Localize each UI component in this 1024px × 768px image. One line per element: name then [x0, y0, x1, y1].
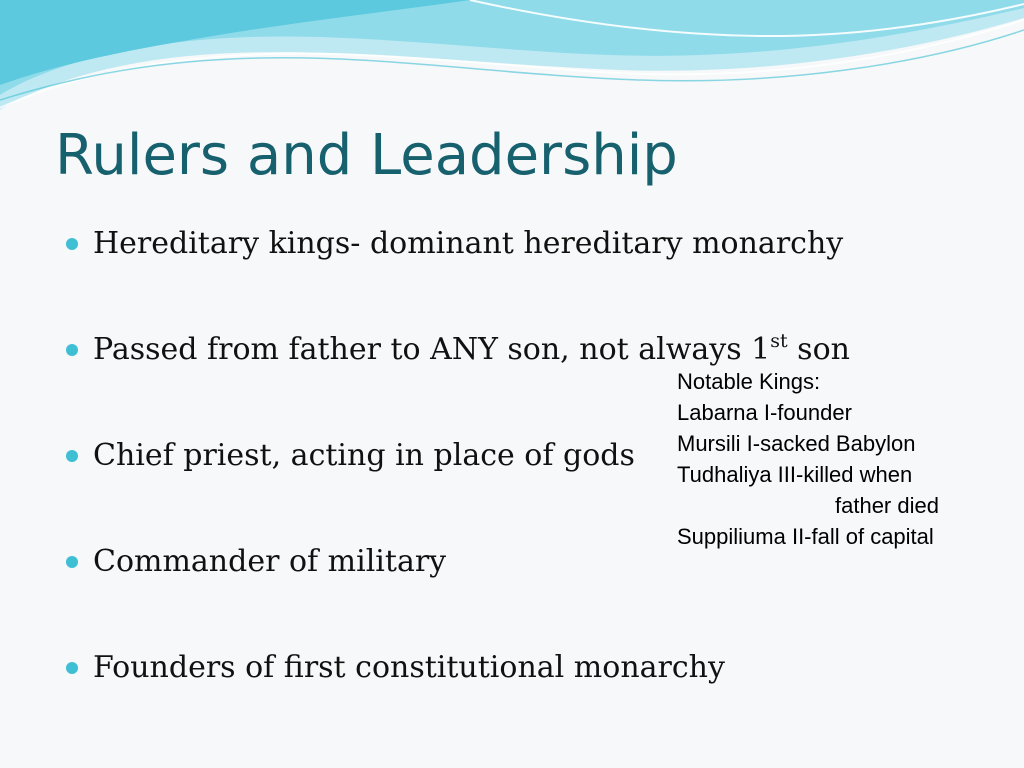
- bullet-text: Commander of military: [93, 544, 447, 579]
- bullet-icon: [66, 662, 78, 674]
- bullet-icon: [66, 344, 78, 356]
- bullet-icon: [66, 556, 78, 568]
- bullet-text: Hereditary kings- dominant hereditary monarchy: [93, 226, 844, 261]
- notable-kings-heading: Notable Kings:: [677, 369, 821, 394]
- king-line-tudhaliya: Tudhaliya III-killed when: [677, 462, 913, 487]
- decorative-wave-banner: [0, 0, 1024, 120]
- bullet-icon: [66, 450, 78, 462]
- slide-title: Rulers and Leadership: [55, 123, 678, 188]
- bullet-item-founders: [66, 642, 966, 748]
- king-line-tudhaliya-continued: father died: [835, 493, 939, 518]
- bullet-icon: [66, 238, 78, 250]
- bullet-text: Founders of first constitutional monarchy: [93, 650, 725, 685]
- notable-kings-textbox: [677, 366, 1017, 552]
- king-line-suppiliuma: Suppiliuma II-fall of capital: [677, 524, 934, 549]
- king-line-labarna: Labarna I-founder: [677, 400, 852, 425]
- bullet-item-hereditary-kings: [66, 218, 966, 324]
- king-line-mursili: Mursili I-sacked Babylon: [677, 431, 916, 456]
- bullet-text: Passed from father to ANY son, not always 1: [93, 332, 771, 367]
- bullet-text-continued: son: [787, 332, 850, 367]
- ordinal-superscript: st: [770, 330, 788, 352]
- bullet-text: Chief priest, acting in place of gods: [93, 438, 635, 473]
